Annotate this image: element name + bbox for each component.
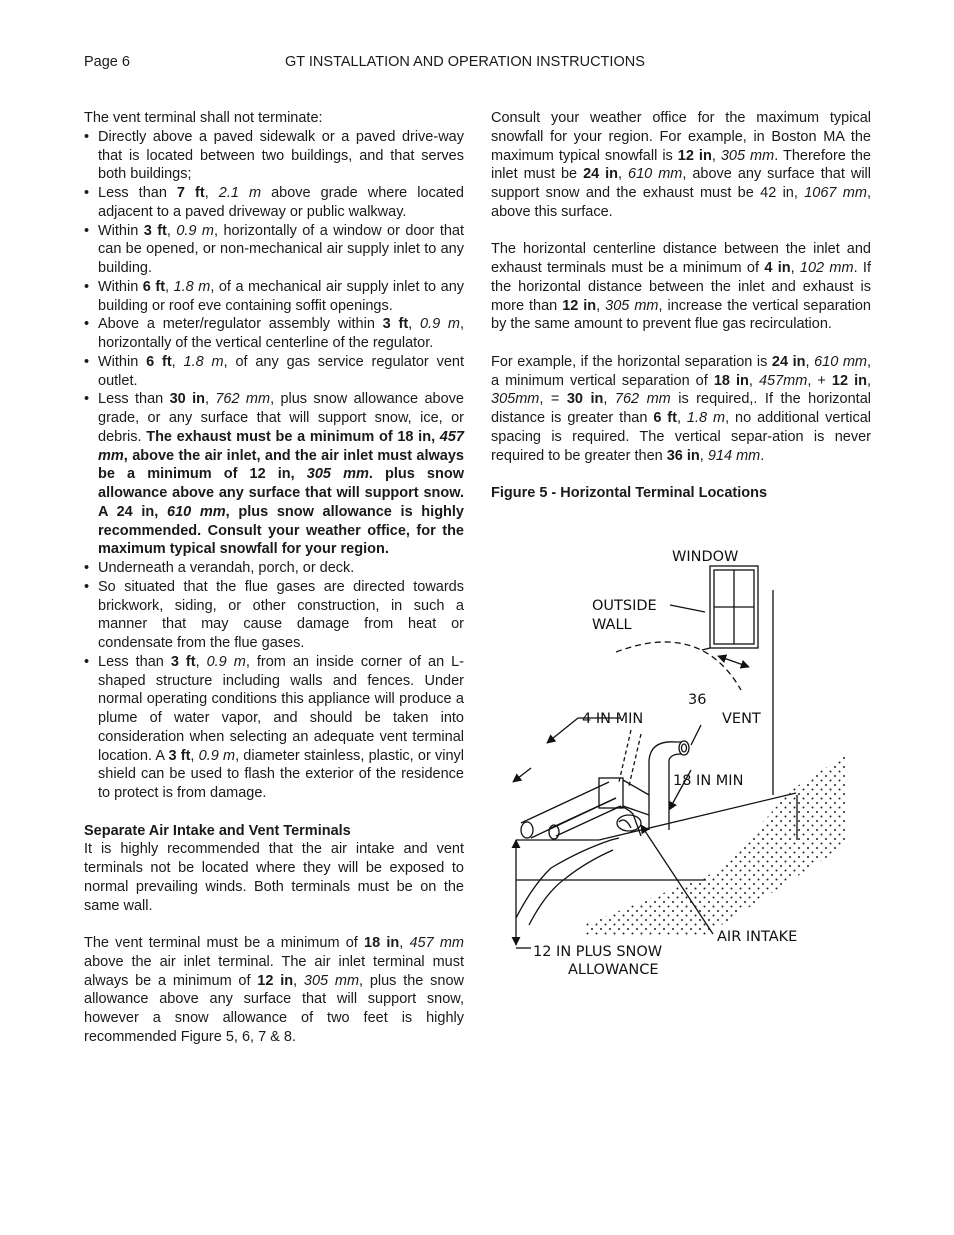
paragraph: The vent terminal must be a minimum of 18 in, 457 mm above the air inlet terminal. The air inlet terminal must always be a minimum of 12 in, 305 mm, plus the snow allowance above any surface that will support snow, however a snow allowance of two feet is highly recommended Figure 5, 6, 7 & 8. xyxy=(84,935,465,1045)
outside-wall-label: WALL xyxy=(592,617,632,633)
leader-line xyxy=(691,725,701,745)
list-item: • Less than 3 ft, 0.9 m, from an inside corner of an L-shaped structure including walls and fences. Under normal operating conditions this appliance will produce a plume of water vapor, and should be taken into consideration when selecting an adequate vent terminal location. A 3 ft, 0.9 m, diameter stainless, plastic, or vinyl shield can be used to flash the exterior of the residence to protect is from damage. xyxy=(84,653,464,803)
leader-line xyxy=(670,605,705,612)
paragraph: For example, if the horizontal separation is 24 in, 610 mm, a minimum vertical separation of 18 in, 457mm, + 12 in, 305mm, = 30 in, 762 mm is required,. If the horizontal distance is greater than 6 ft, 1.8 m, no additional vertical spacing is required. The vertical separ-ation is never required to be greater then 36 in, 914 mm. xyxy=(491,353,872,464)
four-in-min-label: 4 IN MIN xyxy=(582,711,644,727)
paragraph: Consult your weather office for the maximum typical snowfall for your region. For example, in Boston MA the maximum typical snowfall is 12 in, 305 mm. Therefore the inlet must be 24 in, 610 mm, above any surface that will support snow and the exhaust must be 42 in, 1067 mm, above this surface. xyxy=(491,110,871,220)
left-column xyxy=(84,109,464,1047)
dimension-line xyxy=(513,768,531,782)
list-item: • Less than 7 ft, 2.1 m above grade where located adjacent to a paved driveway or public walkway. xyxy=(84,184,464,222)
outside-wall-label: OUTSIDE xyxy=(592,598,657,614)
snow-drift xyxy=(516,838,619,918)
snow-allowance-label: ALLOWANCE xyxy=(568,962,659,978)
page-number: Page 6 xyxy=(84,54,130,70)
clearance-36-label: 36 xyxy=(688,692,707,708)
window-label: WINDOW xyxy=(672,549,739,565)
intro-text: The vent terminal shall not terminate: xyxy=(84,110,323,126)
list-item: • So situated that the flue gases are directed towards brickwork, siding, or other construction, in such a manner that may cause damage from heat or condensate from the flue gases. xyxy=(84,578,464,653)
list-item: • Directly above a paved sidewalk or a paved drive-way that is located between two buildings, and that serves both buildings; xyxy=(84,128,464,184)
air-intake-label: AIR INTAKE xyxy=(717,929,798,945)
eighteen-in-min-label: 18 IN MIN xyxy=(673,773,744,789)
list-item: • Within 6 ft, 1.8 m, of any gas service regulator vent outlet. xyxy=(84,353,464,391)
snow-allowance-label: 12 IN PLUS SNOW xyxy=(533,944,663,960)
paragraph: The horizontal centerline distance between the inlet and exhaust terminals must be a minimum of 4 in, 102 mm. If the horizontal distance between the inlet and exhaust is more than 12 in, 305 mm, increase the vertical separation by the same amount to prevent flue gas recirculation. xyxy=(491,241,871,333)
list-item: • Underneath a verandah, porch, or deck. xyxy=(84,559,464,578)
right-column xyxy=(491,109,871,503)
vent-label: VENT xyxy=(722,711,761,727)
list-item: • Within 6 ft, 1.8 m, of a mechanical air supply inlet to any building or roof eve containing soffit openings. xyxy=(84,278,464,316)
horizontal-pipes xyxy=(521,778,649,839)
list-item: • Above a meter/regulator assembly within 3 ft, 0.9 m, horizontally of the vertical centerline of the regulator. xyxy=(84,315,464,353)
list-item: • Less than 30 in, 762 mm, plus snow allowance above grade, or any surface that will support snow, ice, or debris. The exhaust must be a minimum of 18 in, 457 mm, above the air inlet, and the air inlet must always be a minimum of 12 in, 305 mm. plus snow allowance above any surface that will support snow. A 24 in, 610 mm, plus snow allowance is highly recommended. Consult your weather office, for the maximum typical snowfall for your region. xyxy=(84,390,464,559)
snow-drift xyxy=(529,850,613,925)
section-heading: Separate Air Intake and Vent Terminals xyxy=(84,822,351,839)
window-icon xyxy=(702,566,758,650)
termination-restrictions-list xyxy=(84,128,464,803)
horizontal-terminal-figure xyxy=(491,540,871,990)
clearance-arc xyxy=(616,642,741,690)
leader-line xyxy=(547,718,578,743)
figure-caption: Figure 5 - Horizontal Terminal Locations xyxy=(491,485,768,501)
list-item: • Within 3 ft, 0.9 m, horizontally of a window or door that can be opened, or non-mechanical air supply inlet to any building. xyxy=(84,222,464,278)
document-title: GT INSTALLATION AND OPERATION INSTRUCTIONS xyxy=(285,54,645,70)
paragraph: It is highly recommended that the air intake and vent terminals not be located where they will be exposed to normal prevailing winds. Both terminals must be on the same wall. xyxy=(84,841,464,914)
